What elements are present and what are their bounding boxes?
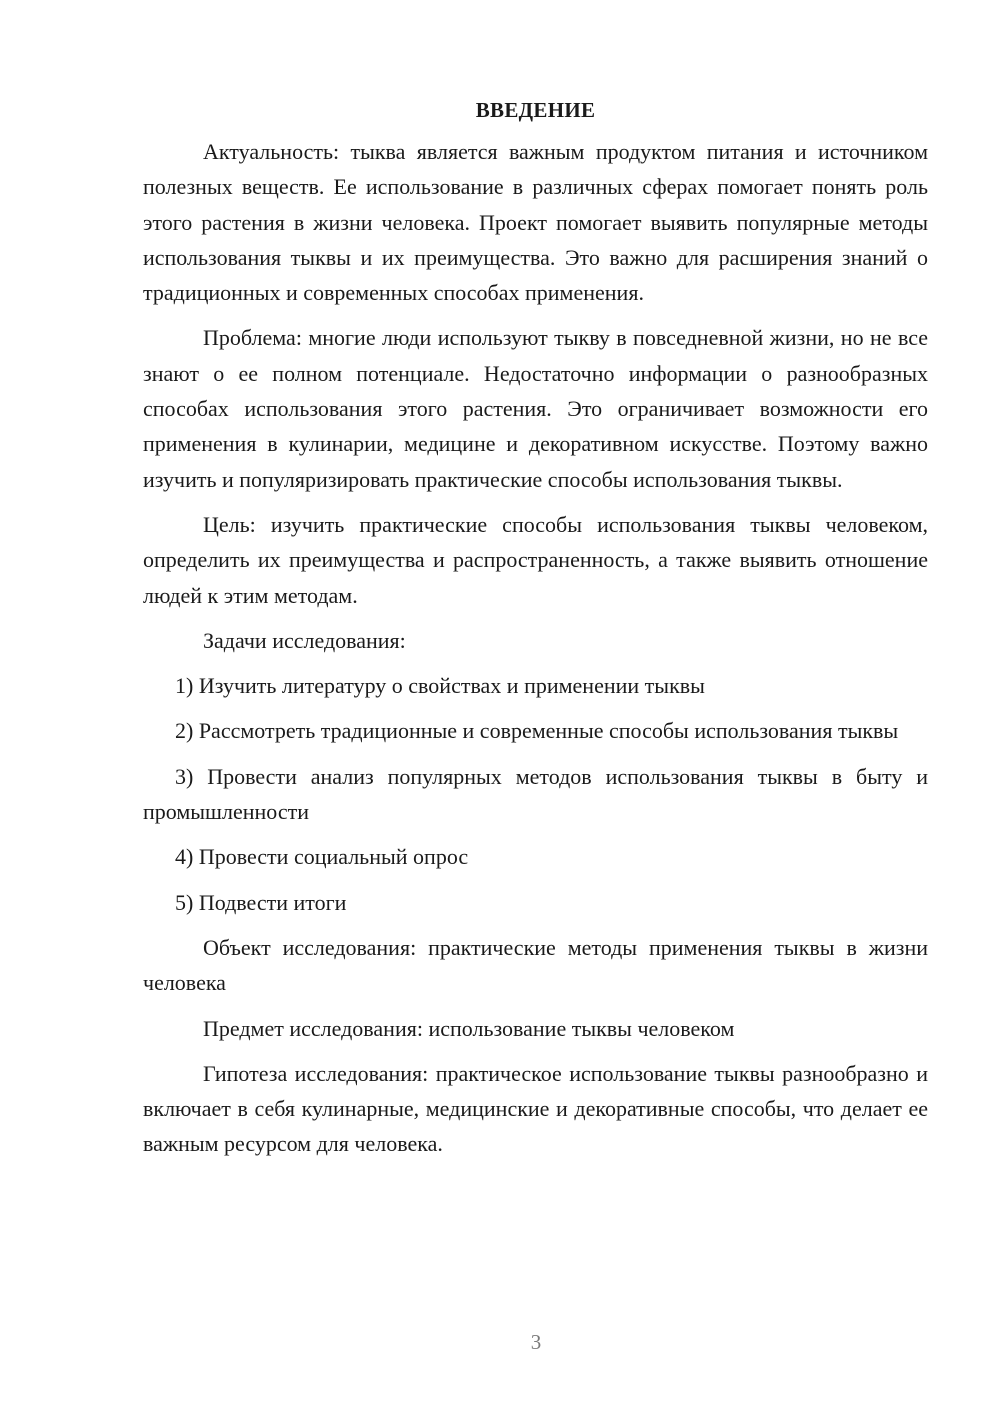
paragraph-problem: Проблема: многие люди используют тыкву в повседневной жизни, но не все знают о ее полном потенциале. Недостаточно информации о разнообразных способах использования этого растения. Это ограничивает возможности его применения в кулинарии, медицине и декоративном искусстве. Поэтому важно изучить и популяризировать практические способы использования тыквы. bbox=[143, 325, 928, 492]
task-item-2: 2) Рассмотреть традиционные и современные способы использования тыквы bbox=[175, 718, 899, 744]
task-item-3: 3) Провести анализ популярных методов использования тыквы в быту и промышленности bbox=[143, 763, 928, 825]
paragraph-relevance: Актуальность: тыква является важным продуктом питания и источником полезных веществ. Ее использование в различных сферах помогает понять роль этого растения в жизни человека. Проект помогает выявить популярные методы использования тыквы и их преимущества. Это важно для расширения знаний о традиционных и современных способах применения. bbox=[143, 139, 928, 306]
page-content bbox=[143, 93, 928, 1172]
paragraph-subject: Предмет исследования: использование тыквы человеком bbox=[203, 1015, 735, 1041]
paragraph-object: Объект исследования: практические методы применения тыквы в жизни человека bbox=[143, 934, 928, 996]
task-item-5: 5) Подвести итоги bbox=[175, 889, 347, 915]
page-number: 3 bbox=[530, 1330, 542, 1354]
paragraph-hypothesis: Гипотеза исследования: практическое использование тыквы разнообразно и включает в себя кулинарные, медицинские и декоративные способы, что делает ее важным ресурсом для человека. bbox=[143, 1060, 928, 1157]
paragraph-goal: Цель: изучить практические способы использования тыквы человеком, определить их преимущества и распространенность, а также выявить отношение людей к этим методам. bbox=[143, 511, 928, 608]
task-item-1: 1) Изучить литературу о свойствах и применении тыквы bbox=[175, 673, 705, 699]
page-title: ВВЕДЕНИЕ bbox=[475, 98, 596, 122]
task-item-4: 4) Провести социальный опрос bbox=[175, 844, 469, 870]
tasks-heading: Задачи исследования: bbox=[203, 627, 406, 653]
